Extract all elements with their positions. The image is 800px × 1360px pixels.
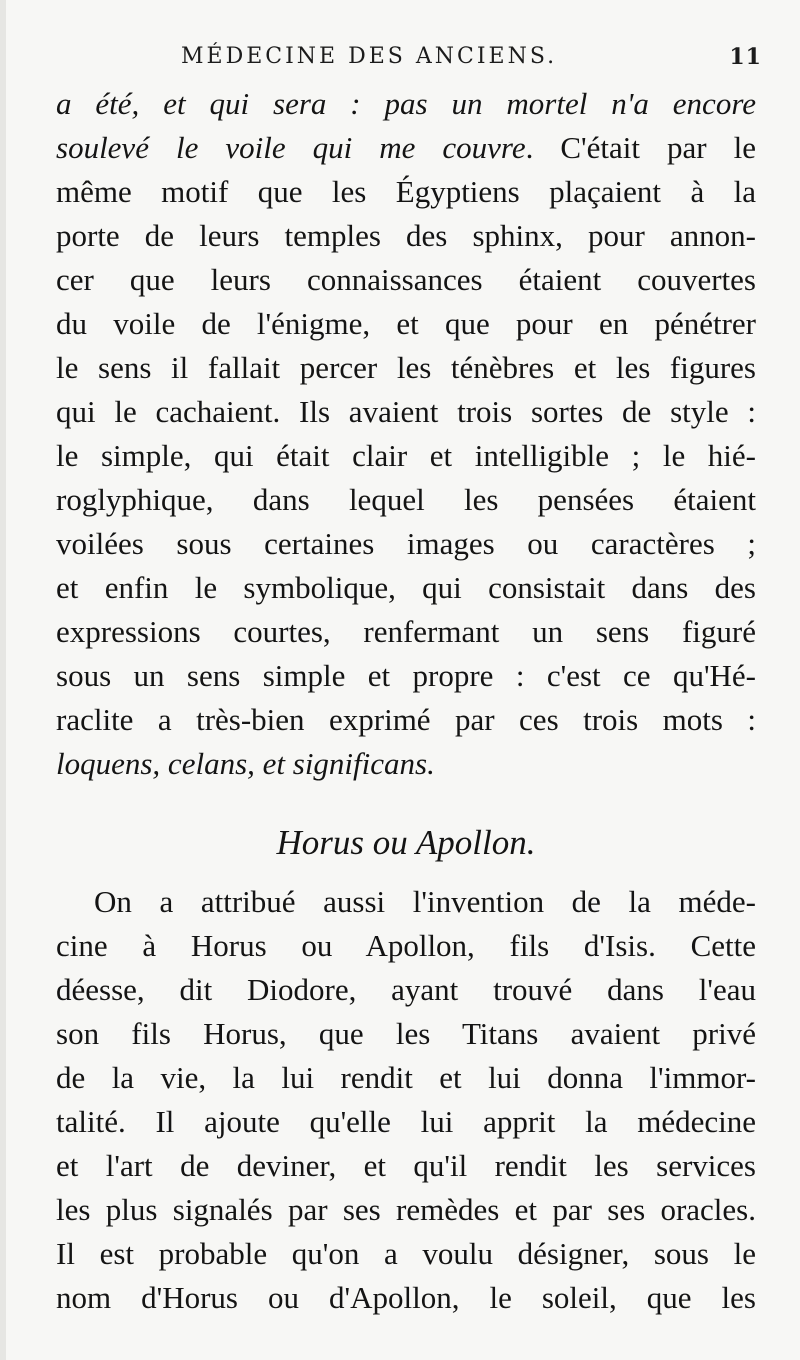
text-line: et l'art de deviner, et qu'il rendit les services [56, 1148, 756, 1183]
text-line: talité. Il ajoute qu'elle lui apprit la médecine [56, 1104, 756, 1139]
text-line: roglyphique, dans lequel les pensées étaient [56, 482, 756, 517]
text-line: son fils Horus, que les Titans avaient privé [56, 1016, 756, 1051]
text-line: a été, et qui sera : pas un mortel n'a encore [56, 86, 756, 121]
text-line: déesse, dit Diodore, ayant trouvé dans l'eau [56, 972, 756, 1007]
text-line: qui le cachaient. Ils avaient trois sortes de style : [56, 394, 756, 429]
text-line: sous un sens simple et propre : c'est ce qu'Hé- [56, 658, 756, 693]
text-line: nom d'Horus ou d'Apollon, le soleil, que les [56, 1280, 756, 1315]
text-line: voilées sous certaines images ou caractères ; [56, 526, 756, 561]
text-line: le simple, qui était clair et intelligible ; le hié- [56, 438, 756, 473]
text-line: On a attribué aussi l'invention de la méde- [94, 884, 756, 919]
text-line: même motif que les Égyptiens plaçaient à la [56, 174, 756, 209]
italic-phrase: soulevé le voile qui me couvre [56, 130, 526, 165]
text-line: cine à Horus ou Apollon, fils d'Isis. Cette [56, 928, 756, 963]
text-line: et enfin le symbolique, qui consistait dans des [56, 570, 756, 605]
text-line: porte de leurs temples des sphinx, pour annon- [56, 218, 756, 253]
text-line: le sens il fallait percer les ténèbres et les figures [56, 350, 756, 385]
text-line: du voile de l'énigme, et que pour en pénétrer [56, 306, 756, 341]
section-heading: Horus ou Apollon. [276, 823, 536, 862]
text-line: cer que leurs connaissances étaient couvertes [56, 262, 756, 297]
text-line: loquens, celans, et significans. [56, 746, 435, 781]
text-line: de la vie, la lui rendit et lui donna l'immor- [56, 1060, 756, 1095]
text-line: raclite a très-bien exprimé par ces trois mots : [56, 702, 756, 737]
text-line: Il est probable qu'on a voulu désigner, sous le [56, 1236, 756, 1271]
text-line: expressions courtes, renfermant un sens figuré [56, 614, 756, 649]
text-line: les plus signalés par ses remèdes et par ses oracles. [56, 1192, 756, 1227]
text-line [56, 126, 756, 170]
running-head [56, 44, 762, 76]
text-run: . C'était par le [525, 130, 756, 165]
page-number: 11 [729, 44, 762, 70]
running-title: MÉDECINE DES ANCIENS. [181, 44, 558, 69]
